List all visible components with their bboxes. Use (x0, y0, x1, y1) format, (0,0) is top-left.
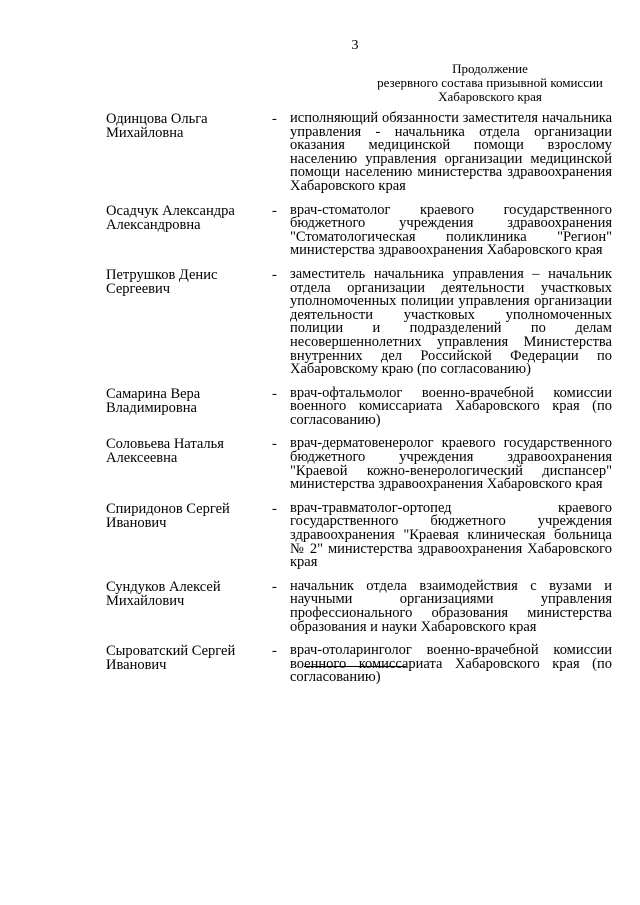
member-given-line: Михайлович (106, 592, 185, 609)
members-list (106, 112, 612, 695)
member-given-line: Михайловна (106, 125, 184, 141)
member-entry (106, 644, 612, 685)
separator-dash: - (272, 436, 277, 453)
member-entry (106, 112, 612, 194)
member-surname-line: Одинцова Ольга (106, 111, 208, 127)
member-surname-line: Сыроватский Сергей (106, 643, 236, 660)
member-entry (106, 384, 612, 428)
member-name (106, 644, 272, 672)
member-surname-line: Петрушков Денис (106, 266, 218, 283)
member-given-line: Иванович (106, 657, 167, 674)
member-position: заместитель начальника управления – начальник отдела организации деятельности участковых уполномоченных полиции управления организации деятельности участковых уполномоченных полиции и подразделений по делам несовершеннолетних управления Министерства внутренних дел Российской Федерации по Хабаровскому краю (по согласованию) (290, 265, 612, 378)
document-title-line-2: Хабаровского края (438, 89, 542, 104)
separator-dash: - (272, 578, 277, 595)
member-position: начальник отдела взаимодействия с вузами и научными организациями управления профессионального образования министерства образования и науки Хабаровского края (290, 577, 612, 635)
member-surname-line: Сундуков Алексей (106, 578, 221, 595)
member-position: врач-травматолог-ортопед краевого государственного бюджетного учреждения здравоохранения "Краевая клиническая больница № 2" министерства здравоохранения Хабаровского края (290, 499, 612, 571)
page-number: 3 (351, 38, 359, 53)
continuation-header (360, 62, 620, 104)
member-entry (106, 201, 612, 259)
separator-dash: - (272, 266, 277, 283)
member-name (106, 204, 272, 232)
member-entry (106, 437, 612, 491)
member-entry (106, 265, 612, 378)
member-surname-line: Самарина Вера (106, 385, 201, 402)
member-position: врач-офтальмолог военно-врачебной комиссии военного комиссариата Хабаровского края (по согласованию) (290, 384, 612, 428)
member-given-line: Александровна (106, 216, 201, 233)
member-given-line: Иванович (106, 514, 167, 531)
separator-dash: - (272, 500, 277, 517)
member-position: врач-отоларинголог военно-врачебной комиссии военного комиссариата Хабаровского края (по согласованию) (290, 642, 612, 686)
member-position: врач-дерматовенеролог краевого государственного бюджетного учреждения здравоохранения "Краевой кожно-венерологический диспансер" министерства здравоохранения Хабаровского края (290, 435, 612, 493)
separator-dash: - (272, 202, 277, 219)
member-name (106, 437, 272, 465)
separator-dash: - (272, 643, 277, 660)
member-given-line: Алексеевна (106, 450, 178, 467)
member-given-line: Сергеевич (106, 280, 171, 297)
member-given-line: Владимировна (106, 399, 197, 416)
member-entry (106, 499, 612, 571)
member-name (106, 502, 272, 530)
member-surname-line: Спиридонов Сергей (106, 500, 230, 517)
member-surname-line: Осадчук Александра (106, 202, 235, 219)
separator-dash: - (272, 385, 277, 402)
member-entry (106, 577, 612, 635)
member-position: исполняющий обязанности заместителя начальника управления - начальника отдела организации оказания медицинской помощи взрослому населению управления организации медицинской помощи населению министерства здравоохранения Хабаровского края (290, 110, 612, 194)
member-position: врач-стоматолог краевого государственного бюджетного учреждения здравоохранения "Стоматологическая поликлиника "Регион" министерства здравоохранения Хабаровского края (290, 201, 612, 259)
member-name (106, 387, 272, 415)
member-surname-line: Соловьева Наталья (106, 436, 224, 453)
document-title-line-1: резервного состава призывной комиссии (377, 75, 603, 90)
member-name (106, 112, 272, 140)
member-name (106, 580, 272, 608)
member-name (106, 268, 272, 296)
separator-dash: - (272, 111, 277, 127)
closing-divider (304, 666, 406, 667)
continuation-label: Продолжение (452, 61, 528, 76)
